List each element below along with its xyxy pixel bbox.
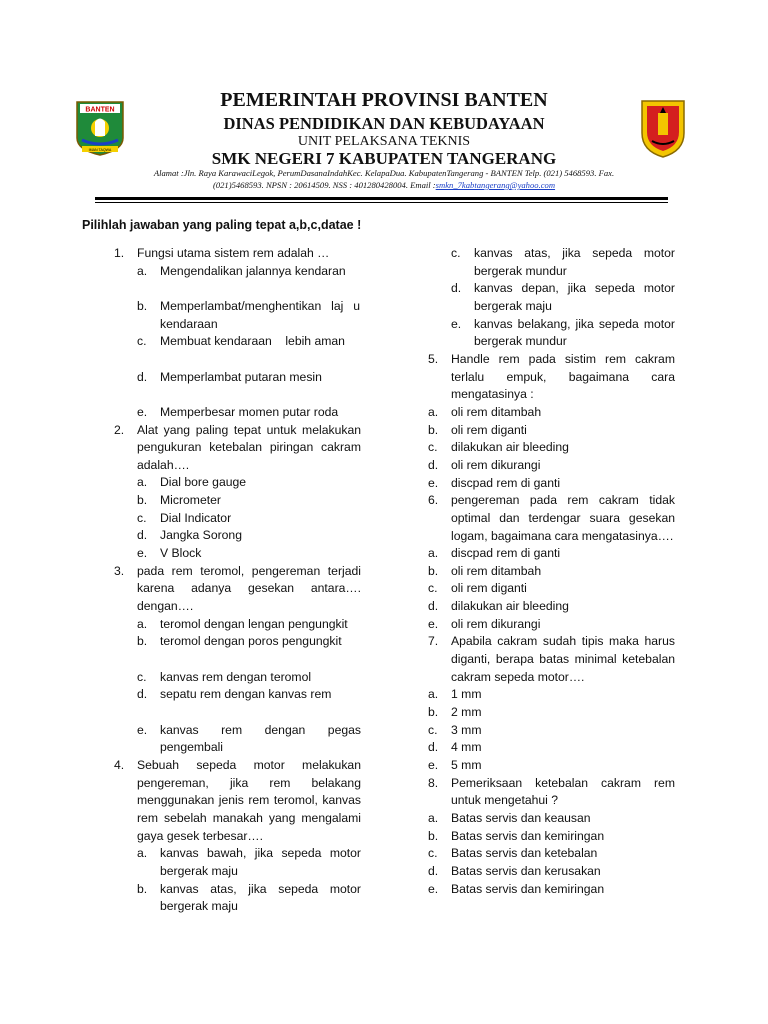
left-column: [114, 245, 361, 916]
option-3b[interactable]: b. teromol dengan poros pengungkit: [137, 634, 342, 649]
option-3e[interactable]: e. kanvas rem dengan pegas pengembali: [137, 722, 361, 755]
header-province: PEMERINTAH PROVINSI BANTEN: [220, 89, 548, 111]
question-7: 7. Apabila cakram sudah tipis maka harus diganti, berapa batas minimal ketebalan cakram sepeda motor….: [428, 633, 675, 686]
option-5b[interactable]: b. oli rem diganti: [428, 422, 527, 437]
option-5e[interactable]: e. discpad rem di ganti: [428, 475, 561, 490]
header-divider-thin: [95, 202, 668, 203]
option-6a[interactable]: a. discpad rem di ganti: [428, 546, 561, 561]
header-department: DINAS PENDIDIKAN DAN KEBUDAYAAN: [223, 114, 545, 133]
question-8: 8. Pemeriksaan ketebalan cakram rem untuk mengetahui ?: [428, 775, 675, 810]
option-7c[interactable]: c. 3 mm: [428, 722, 482, 737]
option-1d[interactable]: d. Memperlambat putaran mesin: [137, 369, 322, 384]
question-6: 6. pengereman pada rem cakram tidak optimal dan terdengar suara gesekan logam, bagaimana cara mengatasinya….: [428, 492, 675, 545]
option-8a[interactable]: a. Batas servis dan keausan: [428, 811, 591, 825]
question-5: 5. Handle rem pada sistim rem cakram terlalu empuk, bagaimana cara mengatasinya :: [428, 351, 675, 404]
option-4b[interactable]: b. kanvas atas, jika sepeda motor bergerak maju: [137, 881, 361, 914]
option-3c[interactable]: c. kanvas rem dengan teromol: [137, 669, 312, 684]
question-text: Sebuah sepeda motor melakukan pengereman, jika rem belakang menggunakan jenis rem teromol, kanvas rem sebelah manakah yang mengalami gaya gesek terbesar….: [137, 757, 361, 843]
option-8c[interactable]: c. Batas servis dan ketebalan: [428, 846, 598, 861]
option-3d[interactable]: d. sepatu rem dengan kanvas rem: [137, 687, 332, 702]
question-text: pengereman pada rem cakram tidak optimal dan terdengar suara gesekan logam, bagaimana cara mengatasinya….: [451, 493, 675, 543]
logo-left-label: BANTEN: [85, 106, 115, 114]
option-5a[interactable]: a. oli rem ditambah: [428, 404, 542, 419]
address-line-1: Alamat :Jln. Raya KarawaciLegok, PerumDasanaIndahKec. KelapaDua. KabupatenTangerang - BANTEN Telp. (021) 5468593. Fax.: [153, 168, 615, 178]
question-1: 1. Fungsi utama sistem rem adalah …: [114, 245, 361, 263]
question-text: Pemeriksaan ketebalan cakram rem untuk mengetahui ?: [451, 775, 675, 808]
question-text: pada rem teromol, pengereman terjadi karena adanya gesekan antara…. dengan….: [137, 563, 361, 614]
option-8b[interactable]: b. Batas servis dan kemiringan: [428, 828, 605, 843]
question-text: Alat yang paling tepat untuk melakukan pengukuran ketebalan piringan cakram adalah….: [137, 422, 361, 472]
option-2c[interactable]: c. Dial Indicator: [137, 510, 232, 525]
option-2e[interactable]: e. V Block: [137, 546, 202, 561]
option-1c[interactable]: c. Membuat kendaraan lebih aman: [137, 334, 345, 349]
option-6d[interactable]: d. dilakukan air bleeding: [428, 599, 569, 614]
option-1a[interactable]: a. Mengendalikan jalannya kendaran: [137, 263, 346, 278]
option-1b[interactable]: b. Memperlambat/menghentikan laj u kendaraan: [137, 298, 360, 331]
option-2a[interactable]: a. Dial bore gauge: [137, 475, 247, 490]
option-6e[interactable]: e. oli rem dikurangi: [428, 616, 541, 631]
address-line-2: [0, 180, 768, 190]
question-text: Fungsi utama sistem rem adalah …: [137, 246, 330, 260]
option-7a[interactable]: a. 1 mm: [428, 687, 482, 702]
option-4d[interactable]: d. kanvas depan, jika sepeda motor bergerak maju: [451, 281, 675, 313]
header-divider-thick: [95, 197, 668, 200]
right-column: [428, 245, 675, 898]
option-8e[interactable]: e. Batas servis dan kemiringan: [428, 881, 605, 896]
option-4e[interactable]: e. kanvas belakang, jika sepeda motor bergerak mundur: [451, 316, 675, 349]
option-1e[interactable]: e. Memperbesar momen putar roda: [137, 404, 339, 419]
instruction: Pilihlah jawaban yang paling tepat a,b,c,datae !: [82, 218, 362, 232]
option-2d[interactable]: d. Jangka Sorong: [137, 528, 242, 543]
header-unit: UNIT PELAKSANA TEKNIS: [297, 134, 471, 149]
option-5d[interactable]: d. oli rem dikurangi: [428, 457, 541, 472]
email-link[interactable]: smkn_7kabtangerang@yahoo.com: [435, 180, 556, 190]
question-2: 2. Alat yang paling tepat untuk melakukan pengukuran ketebalan piringan cakram adalah….: [114, 422, 361, 475]
option-7e[interactable]: e. 5 mm: [428, 758, 482, 773]
option-4c[interactable]: c. kanvas atas, jika sepeda motor bergerak mundur: [451, 246, 675, 278]
option-8d[interactable]: d. Batas servis dan kerusakan: [428, 863, 601, 878]
option-2b[interactable]: b. Micrometer: [137, 493, 221, 508]
logo-left-motto: IMAN TAQWA: [88, 148, 112, 152]
option-6b[interactable]: b. oli rem ditambah: [428, 563, 542, 578]
option-4a[interactable]: a. kanvas bawah, jika sepeda motor bergerak maju: [137, 846, 361, 878]
question-4: 4. Sebuah sepeda motor melakukan pengereman, jika rem belakang menggunakan jenis rem teromol, kanvas rem sebelah manakah yang mengalami gaya gesek terbesar….: [114, 757, 361, 845]
question-3: 3. pada rem teromol, pengereman terjadi karena adanya gesekan antara…. dengan….: [114, 563, 361, 616]
header-school: SMK NEGERI 7 KABUPATEN TANGERANG: [211, 149, 557, 168]
option-3a[interactable]: a. teromol dengan lengan pengungkit: [137, 616, 348, 631]
address-text: (021)5468593. NPSN : 20614509. NSS : 401280428004. Email :: [212, 180, 436, 190]
option-7d[interactable]: d. 4 mm: [428, 740, 482, 755]
question-text: Handle rem pada sistim rem cakram terlalu empuk, bagaimana cara mengatasinya :: [451, 351, 675, 402]
option-5c[interactable]: c. dilakukan air bleeding: [428, 440, 569, 455]
question-text: Apabila cakram sudah tipis maka harus diganti, berapa batas minimal ketebalan cakram sepeda motor….: [451, 634, 675, 684]
option-7b[interactable]: b. 2 mm: [428, 705, 482, 720]
option-6c[interactable]: c. oli rem diganti: [428, 581, 527, 596]
